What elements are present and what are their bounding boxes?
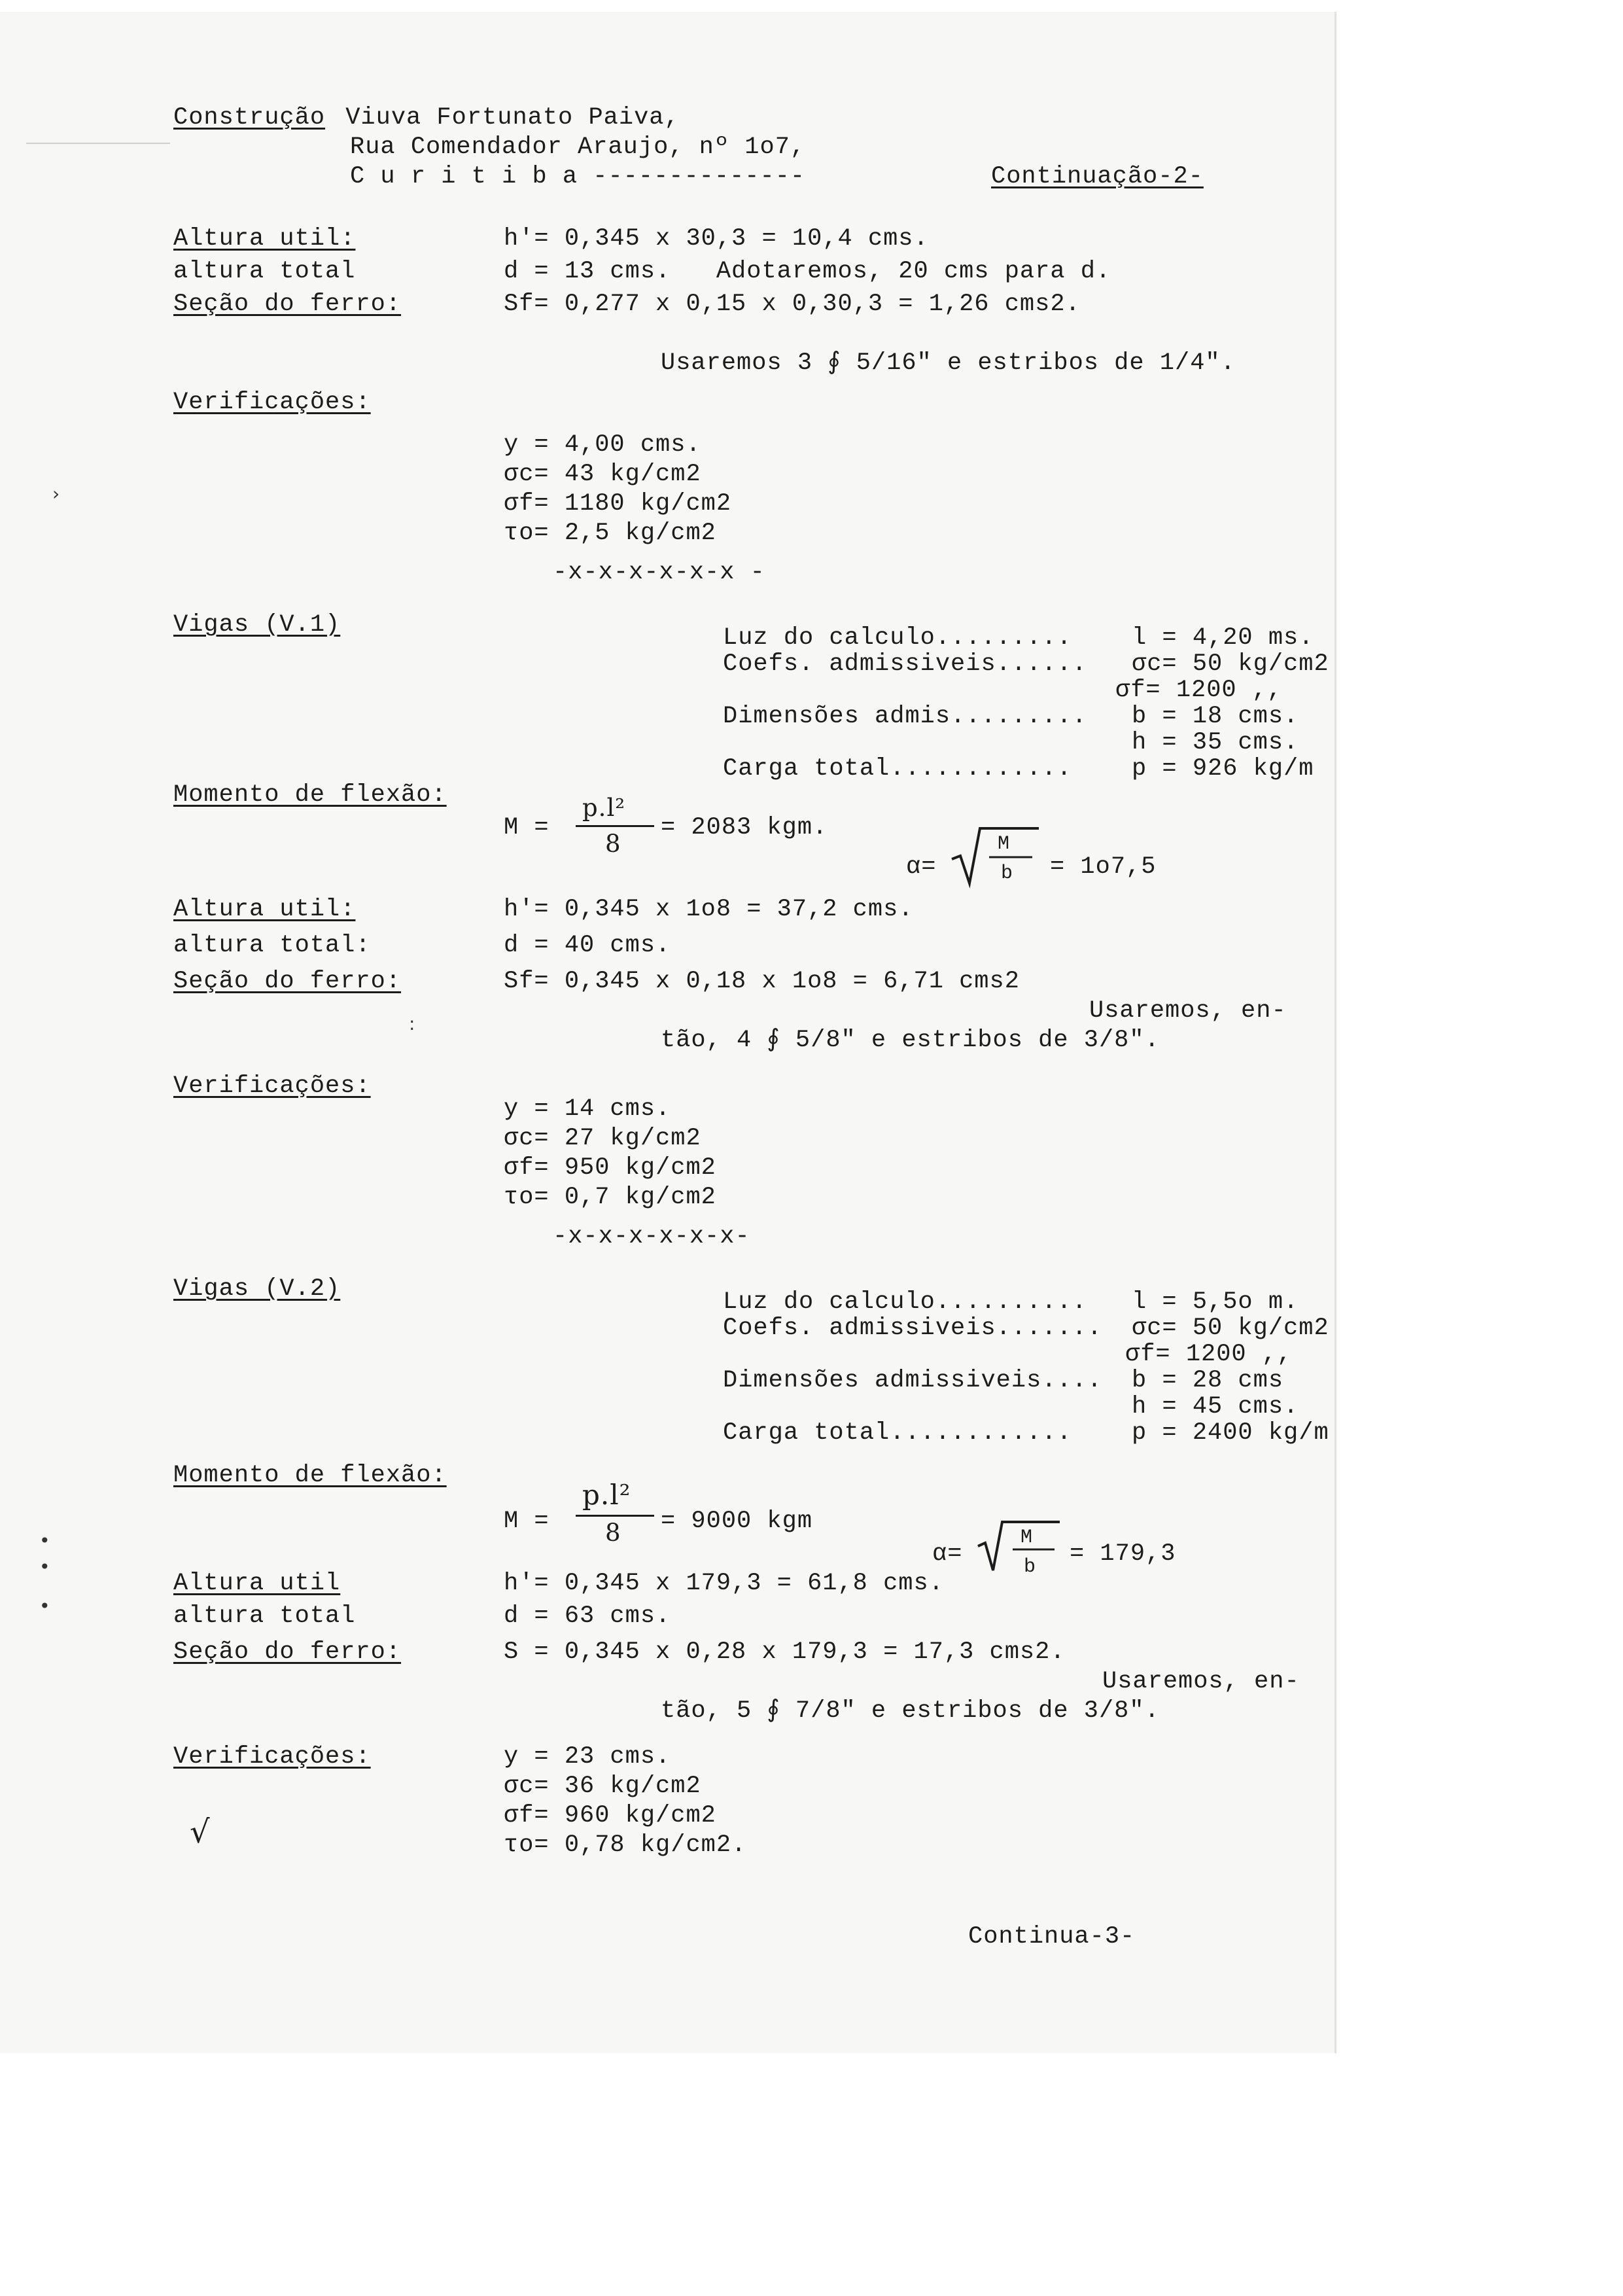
label-secao-ferro: Seção do ferro: <box>173 1638 402 1666</box>
label-altura-total: altura total: <box>173 932 371 959</box>
value-altura-util: h'= 0,345 x 179,3 = 61,8 cms. <box>504 1570 944 1597</box>
margin-mark: • <box>39 1530 50 1551</box>
label-momento: Momento de flexão: <box>173 781 447 809</box>
value-secao-ferro: Sf= 0,277 x 0,15 x 0,30,3 = 1,26 cms2. <box>504 291 1081 318</box>
label-altura-total: altura total <box>173 1602 356 1630</box>
value-secao-ferro: S = 0,345 x 0,28 x 179,3 = 17,3 cms2. <box>504 1638 1066 1666</box>
momento-numerator: p.l² <box>582 794 626 822</box>
label-altura-total: altura total <box>173 258 356 285</box>
momento-lhs: M = <box>504 814 550 841</box>
value-dimensoes-b: b = 18 cms. <box>1132 703 1299 730</box>
margin-mark: • <box>39 1556 50 1578</box>
header-owner: Viuva Fortunato Paiva, <box>330 104 680 132</box>
momento-rhs: = 2083 kgm. <box>661 814 828 841</box>
alpha-numerator: M <box>1021 1527 1034 1549</box>
value-carga: p = 2400 kg/m <box>1132 1419 1329 1447</box>
label-altura-util: Altura util: <box>173 225 356 253</box>
value-dimensoes-b: b = 28 cms <box>1132 1367 1284 1394</box>
value-altura-util: h'= 0,345 x 30,3 = 10,4 cms. <box>504 225 929 253</box>
continua-marker: Continua-3- <box>968 1923 1136 1951</box>
value-altura-total: d = 13 cms. Adotaremos, 20 cms para d. <box>504 258 1111 285</box>
document-page <box>0 12 1336 2053</box>
label-carga: Carga total............ <box>723 755 1072 783</box>
momento-rhs: = 9000 kgm <box>661 1508 813 1535</box>
verif-sigma-f: σf= 960 kg/cm2 <box>504 1802 716 1829</box>
usaremos-line-1: Usaremos, en- <box>1102 1668 1300 1695</box>
momento-lhs: M = <box>504 1508 550 1535</box>
separator: -x-x-x-x-x-x - <box>553 559 765 586</box>
label-altura-util: Altura util: <box>173 896 356 923</box>
alpha-lhs: α= <box>932 1540 963 1568</box>
alpha-numerator: M <box>998 833 1011 855</box>
header-city: C u r i t i b a -------------- <box>350 163 806 190</box>
header-construcao: Construção <box>173 104 326 132</box>
usaremos-line: Usaremos 3 ∮ 5/16" e estribos de 1/4". <box>661 349 1236 377</box>
margin-mark: : <box>409 1013 415 1034</box>
alpha-rhs: = 1o7,5 <box>1050 853 1157 881</box>
verif-y: y = 4,00 cms. <box>504 431 701 459</box>
title-viga-2: Vigas (V.2) <box>173 1275 341 1303</box>
usaremos-line-1: Usaremos, en- <box>1089 997 1287 1025</box>
value-dimensoes-h: h = 35 cms. <box>1132 729 1299 756</box>
value-altura-total: d = 63 cms. <box>504 1602 671 1630</box>
alpha-denominator: b <box>1001 862 1014 885</box>
fraction-bar <box>576 825 654 827</box>
verif-tau: τo= 0,78 kg/cm2. <box>504 1831 747 1859</box>
momento-fraction <box>576 794 654 859</box>
value-coefs: σc= 50 kg/cm2 <box>1132 1315 1329 1342</box>
verif-sigma-c: σc= 27 kg/cm2 <box>504 1125 701 1152</box>
value-luz: l = 5,5o m. <box>1132 1288 1299 1316</box>
check-mark: √ <box>190 1814 211 1850</box>
verif-sigma-f: σf= 950 kg/cm2 <box>504 1154 716 1182</box>
value-carga: p = 926 kg/m <box>1132 755 1314 783</box>
label-secao-ferro: Seção do ferro: <box>173 291 402 318</box>
alpha-rhs: = 179,3 <box>1070 1540 1176 1568</box>
verif-sigma-c: σc= 36 kg/cm2 <box>504 1773 701 1800</box>
verif-tau: τo= 2,5 kg/cm2 <box>504 520 716 547</box>
label-carga: Carga total............ <box>723 1419 1072 1447</box>
label-verificacoes: Verificações: <box>173 1743 371 1771</box>
separator: -x-x-x-x-x-x- <box>553 1223 750 1250</box>
header-address: Rua Comendador Araujo, nº 1o7, <box>350 133 806 161</box>
alpha-lhs: α= <box>906 853 937 881</box>
margin-mark: • <box>39 1595 50 1617</box>
momento-numerator: p.l² <box>582 1479 631 1511</box>
verif-sigma-c: σc= 43 kg/cm2 <box>504 461 701 488</box>
momento-denominator: 8 <box>605 1519 621 1547</box>
sqrt-symbol <box>949 823 1040 889</box>
label-verificacoes: Verificações: <box>173 389 371 416</box>
fraction-bar <box>576 1515 654 1517</box>
alpha-denominator: b <box>1024 1556 1037 1578</box>
label-dimensoes: Dimensões admissiveis.... <box>723 1367 1103 1394</box>
title-viga-1: Vigas (V.1) <box>173 611 341 639</box>
label-dimensoes: Dimensões admis......... <box>723 703 1087 730</box>
verif-y: y = 23 cms. <box>504 1743 671 1771</box>
label-altura-util: Altura util <box>173 1570 341 1597</box>
label-momento: Momento de flexão: <box>173 1462 447 1489</box>
label-luz: Luz do calculo......... <box>723 624 1072 652</box>
margin-mark: › <box>52 483 60 504</box>
value-luz: l = 4,20 ms. <box>1132 624 1314 652</box>
value-dimensoes-h: h = 45 cms. <box>1132 1393 1299 1421</box>
verif-sigma-f: σf= 1180 kg/cm2 <box>504 490 732 518</box>
verif-y: y = 14 cms. <box>504 1095 671 1123</box>
value-altura-total: d = 40 cms. <box>504 932 671 959</box>
label-verificacoes: Verificações: <box>173 1072 371 1100</box>
label-coefs: Coefs. admissiveis...... <box>723 650 1087 678</box>
value-coefs-2: σf= 1200 ,, <box>1125 1341 1293 1368</box>
continuation-marker: Continuação-2- <box>991 163 1204 190</box>
label-luz: Luz do calculo.......... <box>723 1288 1087 1316</box>
momento-fraction <box>576 1481 654 1553</box>
usaremos-line-2: tão, 4 ∮ 5/8" e estribos de 3/8". <box>661 1027 1160 1054</box>
label-secao-ferro: Seção do ferro: <box>173 968 402 995</box>
scan-artifact <box>26 143 170 144</box>
value-altura-util: h'= 0,345 x 1o8 = 37,2 cms. <box>504 896 914 923</box>
usaremos-line-2: tão, 5 ∮ 7/8" e estribos de 3/8". <box>661 1697 1160 1725</box>
momento-denominator: 8 <box>605 830 621 858</box>
label-coefs: Coefs. admissiveis....... <box>723 1315 1103 1342</box>
verif-tau: τo= 0,7 kg/cm2 <box>504 1184 716 1211</box>
value-coefs-2: σf= 1200 ,, <box>1115 677 1283 704</box>
value-coefs: σc= 50 kg/cm2 <box>1132 650 1329 678</box>
value-secao-ferro: Sf= 0,345 x 0,18 x 1o8 = 6,71 cms2 <box>504 968 1020 995</box>
